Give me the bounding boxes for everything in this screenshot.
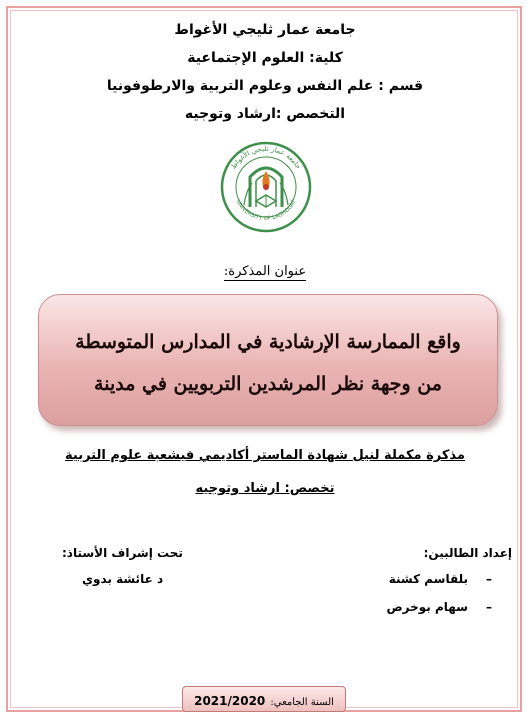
academic-year-label: السنة الجامعي: (270, 697, 334, 708)
supervisor-name: د عائشة بدوي (82, 572, 164, 586)
university-name: جامعة عمار ثليجي الأغواط (174, 22, 356, 38)
list-dash: – (486, 572, 492, 586)
thesis-description: مذكرة مكملة لنيل شهادة الماستر أكاديمي فيشعبة علوم التربية (65, 448, 465, 463)
student-name (389, 572, 492, 586)
thesis-title-label: عنوان المذكرة: (223, 264, 307, 279)
title-label-container (0, 260, 530, 281)
faculty-name: كلية: العلوم الإجتماعية (187, 50, 343, 66)
university-logo-icon (216, 137, 316, 235)
academic-year-value: 2021/2020 (194, 694, 266, 708)
thesis-title-banner (38, 294, 498, 426)
department-name: قسم : علم النفس وعلوم التربية والارطوفونيا (106, 78, 424, 94)
student-name-text: سهام بوخرص (386, 600, 468, 614)
supervisor-label: تحت إشراف الأستاذ: (62, 546, 183, 560)
student-name-text: بلقاسم كشنة (388, 572, 468, 586)
thesis-title-line-1: واقع الممارسة الإرشادية في المدارس المتوسطة (75, 331, 461, 353)
thesis-title-line-2: من وجهة نظر المرشدين التربويين في مدينة (94, 373, 442, 395)
specialty-line: تخصص: ارشاد وتوجيه (195, 481, 335, 496)
academic-year-box (182, 686, 346, 712)
student-name (387, 600, 493, 614)
logo-arabic-text: جامعة عمار ثليجي الأغواط (229, 144, 303, 171)
specialty-header: التخصص :ارشاد وتوجيه (184, 106, 346, 122)
students-label: إعداد الطالبين: (423, 546, 512, 560)
list-dash: – (486, 600, 492, 614)
logo-latin-text: UNIVERSITY OF LAGHOUAT (234, 199, 298, 222)
